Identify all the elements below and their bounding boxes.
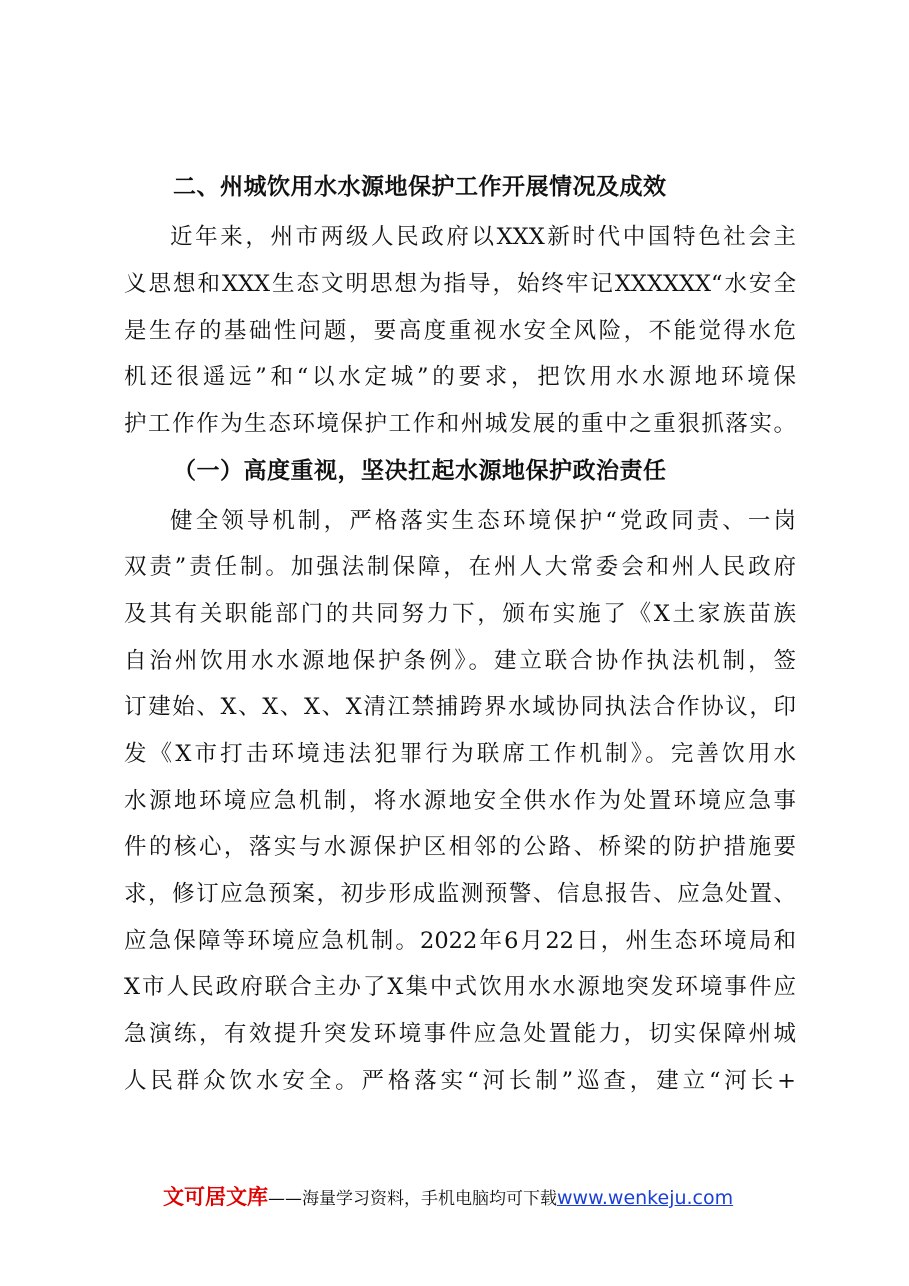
- paragraph-line: 水源地环境应急机制，将水源地安全供水作为处置环境应急事: [124, 788, 796, 814]
- paragraph-line: 发《X市打击环境违法犯罪行为联席工作机制》。完善饮用水: [124, 741, 796, 767]
- paragraph-line: 是生存的基础性问题，要高度重视水安全风险，不能觉得水危: [124, 318, 796, 344]
- footer-link[interactable]: www.wenkeju.com: [557, 1187, 734, 1209]
- paragraph-line: 件的核心，落实与水源保护区相邻的公路、桥梁的防护措施要: [124, 834, 796, 860]
- paragraph-line: 义思想和XXX生态文明思想为指导，始终牢记XXXXXX“水安全: [124, 271, 796, 297]
- paragraph-line: 应急保障等环境应急机制。2022年6月22日，州生态环境局和: [124, 928, 796, 954]
- paragraph-line: 订建始、X、X、X、X清江禁捕跨界水域协同执法合作协议，印: [124, 694, 796, 720]
- paragraph-line: 健全领导机制，严格落实生态环境保护“党政同责、一岗: [170, 508, 796, 534]
- paragraph-line: 及其有关职能部门的共同努力下，颁布实施了《X土家族苗族: [124, 601, 796, 627]
- section-heading: 二、州城饮用水水源地保护工作开展情况及成效: [173, 174, 667, 200]
- paragraph-line: 双责”责任制。加强法制保障，在州人大常委会和州人民政府: [124, 554, 796, 580]
- paragraph-line: 近年来，州市两级人民政府以XXX新时代中国特色社会主: [170, 224, 796, 250]
- footer-banner: [163, 1183, 733, 1213]
- paragraph-line: 机还很遥远”和“以水定城”的要求，把饮用水水源地环境保: [124, 364, 796, 390]
- paragraph-line: 求，修订应急预案，初步形成监测预警、信息报告、应急处置、: [124, 881, 796, 907]
- paragraph-line: 护工作作为生态环境保护工作和州城发展的重中之重狠抓落实。: [124, 411, 796, 437]
- footer-tagline: ——海量学习资料，手机电脑均可下载: [268, 1189, 557, 1209]
- paragraph-line: X市人民政府联合主办了X集中式饮用水水源地突发环境事件应: [124, 974, 796, 1000]
- paragraph-line: 急演练，有效提升突发环境事件应急处置能力，切实保障州城: [124, 1021, 796, 1047]
- paragraph-line: 人民群众饮水安全。严格落实“河长制”巡查，建立“河长+: [124, 1068, 796, 1094]
- paragraph-line: 自治州饮用水水源地保护条例》。建立联合协作执法机制，签: [124, 648, 796, 674]
- subsection-heading: （一）高度重视，坚决扛起水源地保护政治责任: [173, 458, 667, 484]
- footer-brand: 文可居文库: [163, 1185, 268, 1209]
